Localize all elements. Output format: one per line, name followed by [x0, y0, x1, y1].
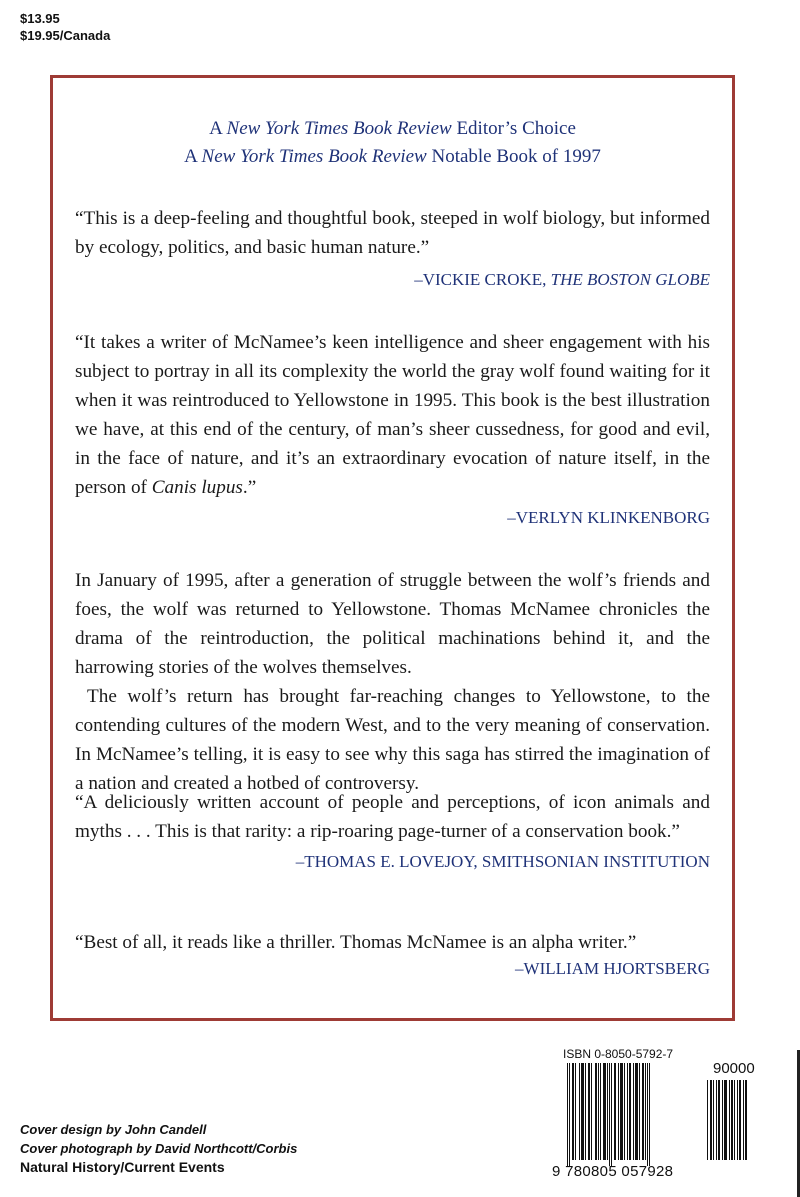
category-label: Natural History/Current Events	[20, 1159, 225, 1175]
quote-text	[75, 328, 710, 502]
honor-publication: New York Times Book Review	[226, 118, 452, 139]
barcode-bar	[737, 1080, 738, 1160]
quote-text: “A deliciously written account of people and perceptions, of icon animals and myths . . . This is that rarity: a rip-roaring page-turner of a conservation book.”	[75, 792, 710, 842]
barcode-bar	[618, 1063, 619, 1160]
barcode-bar	[724, 1080, 727, 1160]
ean-digits: 9 780805 057928	[552, 1163, 674, 1180]
isbn-label: ISBN 0-8050-5792-7	[563, 1047, 674, 1061]
quote-croke	[75, 204, 710, 292]
barcode-bar	[729, 1080, 730, 1160]
barcode-bar	[620, 1063, 623, 1160]
quote-attribution	[75, 268, 710, 292]
barcode-bar	[591, 1063, 592, 1160]
barcode-bar	[579, 1063, 580, 1160]
review-frame	[50, 75, 735, 1021]
barcode-bar	[609, 1063, 610, 1166]
addon-digits: 90000	[713, 1060, 755, 1077]
barcode-bar	[713, 1080, 714, 1160]
honor-suffix: Notable Book of 1997	[426, 146, 601, 167]
barcode-bar	[585, 1063, 586, 1160]
description-paragraph-2: The wolf’s return has brought far-reaching changes to Yellowstone, to the contending cultures of the modern West, and to the very meaning of conservation. In McNamee’s telling, it is easy to see why this saga has stirred the imagination of a nation and created a hotbed of controversy.	[75, 686, 710, 794]
barcode-bar	[739, 1080, 741, 1160]
barcode-bar	[647, 1063, 648, 1166]
barcode-bar	[745, 1080, 747, 1160]
price-us: $13.95	[20, 11, 60, 26]
quote-klinkenborg	[75, 328, 710, 530]
barcode-bar	[581, 1063, 584, 1160]
barcode-bar	[734, 1080, 735, 1160]
addon-barcode	[707, 1080, 763, 1160]
barcode-bar	[629, 1063, 631, 1160]
quote-lovejoy	[75, 788, 710, 874]
barcode-bar	[639, 1063, 640, 1160]
price-block	[20, 10, 110, 44]
description	[75, 566, 710, 798]
barcode-bar	[603, 1063, 606, 1160]
barcode-bar	[588, 1063, 590, 1160]
barcode-bar	[595, 1063, 597, 1160]
quote-text-species: Canis lupus	[151, 477, 243, 498]
quote-attribution: –WILLIAM HJORTSBERG	[515, 959, 710, 978]
quote-attribution: –THOMAS E. LOVEJOY, SMITHSONIAN INSTITUTION	[295, 852, 710, 871]
barcode-bar	[567, 1063, 568, 1166]
barcode-bar	[607, 1063, 608, 1160]
barcode-bar	[575, 1063, 576, 1160]
barcode-bar	[716, 1080, 717, 1160]
barcode-bar	[600, 1063, 601, 1160]
barcode-bar	[572, 1063, 574, 1160]
barcode-bar	[722, 1080, 723, 1160]
quote-attribution: –VERLYN KLINKENBORG	[507, 508, 710, 527]
barcode-bar	[627, 1063, 628, 1160]
barcode-bar	[642, 1063, 644, 1160]
barcode-bar	[731, 1080, 733, 1160]
quote-text-end: .”	[242, 477, 257, 498]
barcode-bar	[611, 1063, 612, 1166]
attribution-source: THE BOSTON GLOBE	[550, 270, 710, 289]
barcode-bar	[707, 1080, 708, 1160]
price-canada: $19.95/Canada	[20, 28, 111, 43]
barcode-bar	[598, 1063, 599, 1160]
honor-suffix: Editor’s Choice	[451, 118, 576, 139]
quote-hjortsberg	[75, 928, 710, 981]
barcode-bar	[649, 1063, 650, 1166]
cover-photo-credit: Cover photograph by David Northcott/Corbis	[20, 1141, 298, 1156]
ean-barcode	[567, 1063, 655, 1166]
barcode-bar	[645, 1063, 646, 1160]
honor-prefix: A	[184, 146, 202, 167]
quote-text: “This is a deep-feeling and thoughtful book, steeped in wolf biology, but informed by ecology, politics, and basic human nature.”	[75, 208, 710, 258]
description-paragraph-1: In January of 1995, after a generation of struggle between the wolf’s friends and foes, the wolf was returned to Yellowstone. Thomas McNamee chronicles the drama of the reintroduction, the political machinations behind it, and the harrowing stories of the wolves themselves.	[75, 570, 710, 678]
attribution-name: –VICKIE CROKE,	[414, 270, 551, 289]
quote-text-main: “It takes a writer of McNamee’s keen intelligence and sheer engagement with his subject to portray in all its complexity the world the gray wolf found waiting for it when it was reintroduced to Yellowstone in 1995. This book is the best illustration we have, at this end of the century, of man’s sheer cussedness, for good and evil, in the face of nature, and it’s an extraordinary evocation of nature itself, in the person of	[75, 332, 710, 498]
honor-publication: New York Times Book Review	[201, 146, 427, 167]
barcode-bar	[743, 1080, 744, 1160]
barcode-bar	[718, 1080, 720, 1160]
cover-design-credit: Cover design by John Candell	[20, 1122, 207, 1137]
honor-notable-book	[53, 143, 732, 171]
honor-prefix: A	[209, 118, 227, 139]
barcode-bar	[614, 1063, 616, 1160]
barcode-bar	[569, 1063, 570, 1166]
honors-block	[53, 115, 732, 171]
barcode-bar	[624, 1063, 625, 1160]
honor-editors-choice	[53, 115, 732, 143]
credits-block	[20, 1120, 297, 1177]
barcode-bar	[633, 1063, 634, 1160]
barcode-bar	[710, 1080, 712, 1160]
quote-text: “Best of all, it reads like a thriller. Thomas McNamee is an alpha writer.”	[75, 932, 637, 953]
barcode-bar	[635, 1063, 638, 1160]
